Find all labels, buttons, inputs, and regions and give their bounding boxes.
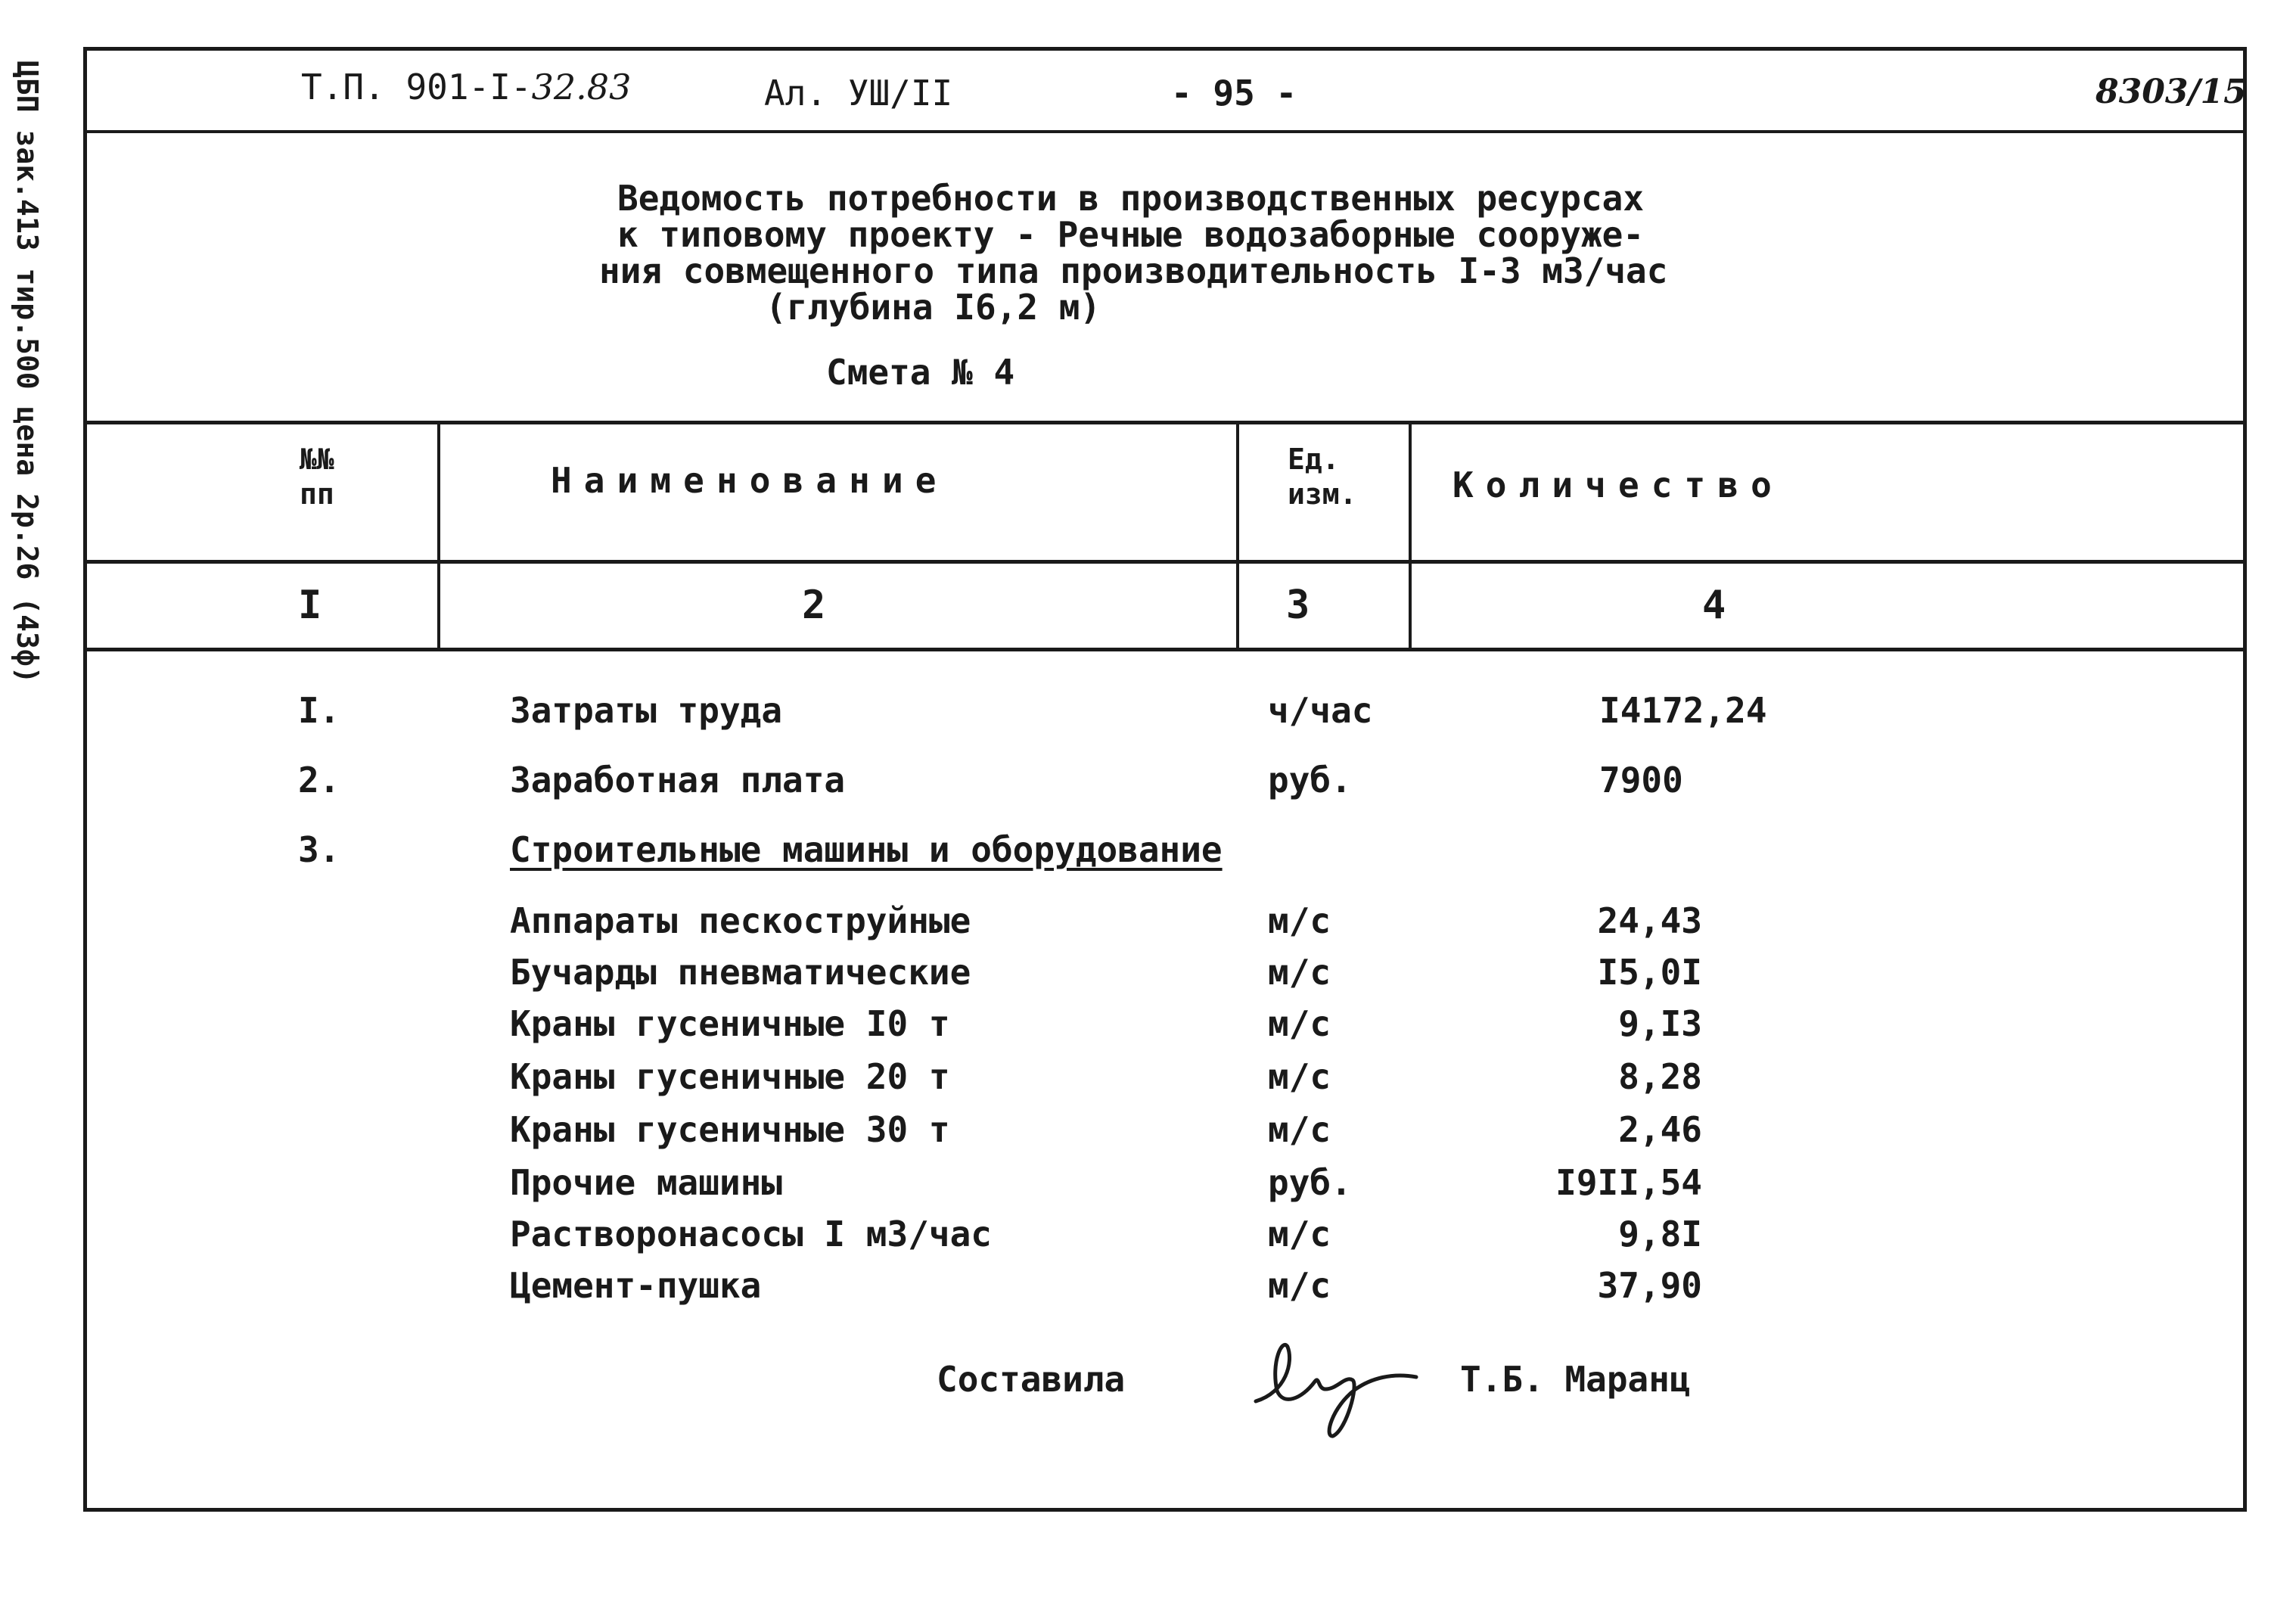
col-header-num-2: пп [300,477,334,511]
estimate-number: Смета № 4 [826,352,1015,393]
row-1-quantity: I4172,24 [1599,690,1767,731]
item-8-unit: м/с [1268,1265,1331,1306]
margin-print-note: ЦБП зак.413 тир.500 цена 2р.26 (43ф) [11,61,44,684]
row-3-name: Строительные машины и оборудование [510,829,1223,870]
item-5-name: Краны гусеничные 30 т [510,1109,950,1150]
item-4-name: Краны гусеничные 20 т [510,1056,950,1097]
signature-name: Т.Б. Маранц [1460,1359,1691,1400]
project-number: Т.П. 901-I-32.83 [301,67,632,107]
item-7-quantity: 9,8I [1618,1214,1702,1254]
item-5-unit: м/с [1268,1109,1331,1150]
row-1-name: Затраты труда [510,690,783,731]
item-5-quantity: 2,46 [1618,1109,1702,1150]
col-header-name: Наименование [551,460,949,501]
col-divider-3 [1409,421,1412,651]
item-2-name: Бучарды пневматические [510,952,971,993]
item-3-name: Краны гусеничные I0 т [510,1003,950,1044]
row-2-unit: руб. [1268,760,1352,800]
col-divider-1 [437,421,440,651]
row-1-unit: ч/час [1268,690,1373,731]
row-3-number: 3. [298,829,340,870]
item-4-unit: м/с [1268,1056,1331,1097]
row-1-number: I. [298,690,340,731]
item-6-quantity: I9II,54 [1555,1162,1702,1203]
header-divider [85,130,2245,133]
item-6-unit: руб. [1268,1162,1352,1203]
title-line-2: к типовому проекту - Речные водозаборные сооруже- [617,214,1645,255]
item-8-name: Цемент-пушка [510,1265,762,1306]
item-3-quantity: 9,I3 [1618,1003,1702,1044]
item-7-name: Растворонасосы I м3/час [510,1214,992,1254]
row-2-quantity: 7900 [1599,760,1683,800]
col-number-2: 2 [802,583,826,628]
title-line-3: ния совмещенного типа производительность I-3 м3/час [599,250,1668,291]
item-1-name: Аппараты пескоструйные [510,900,971,941]
table-top-line [85,421,2245,424]
item-6-name: Прочие машины [510,1162,783,1203]
title-line-4: (глубина I6,2 м) [766,287,1101,328]
signature-label: Составила [937,1359,1126,1400]
col-number-3: 3 [1286,583,1310,628]
col-header-num-1: №№ [300,443,334,476]
item-1-quantity: 24,43 [1597,900,1702,941]
row-2-name: Заработная плата [510,760,846,800]
col-divider-2 [1236,421,1239,651]
page-number: - 95 - [1171,73,1297,113]
item-2-quantity: I5,0I [1597,952,1702,993]
col-number-4: 4 [1702,583,1726,628]
table-colnum-line [85,648,2245,651]
title-line-1: Ведомость потребности в производственных ресурсах [617,178,1645,219]
item-8-quantity: 37,90 [1597,1265,1702,1306]
handwritten-signature-icon [1241,1316,1468,1445]
item-1-unit: м/с [1268,900,1331,941]
col-number-1: I [298,583,322,628]
item-7-unit: м/с [1268,1214,1331,1254]
item-2-unit: м/с [1268,952,1331,993]
album-number: Ал. УШ/II [764,73,953,113]
col-header-unit-1: Ед. [1288,443,1340,476]
col-header-quantity: Количество [1452,465,1784,505]
row-2-number: 2. [298,760,340,800]
item-3-unit: м/с [1268,1003,1331,1044]
table-header-line [85,560,2245,564]
document-code: 8303/15 [2096,73,2247,111]
item-4-quantity: 8,28 [1618,1056,1702,1097]
col-header-unit-2: изм. [1288,477,1357,511]
